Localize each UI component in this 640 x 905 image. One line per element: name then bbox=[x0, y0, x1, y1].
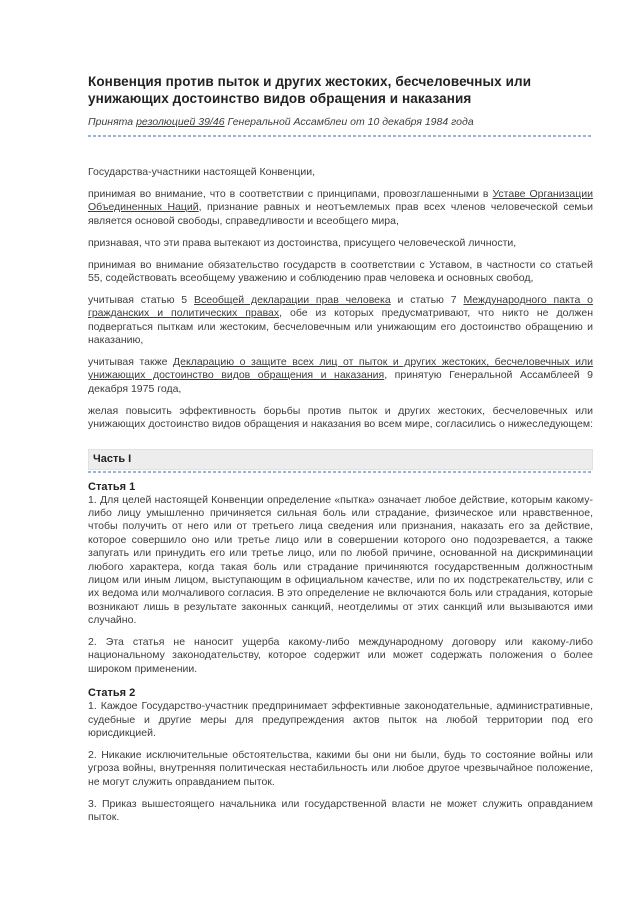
text-run: , принятую Генеральной Ассамблеей 9 декабря 1975 года, bbox=[88, 369, 593, 395]
text-run: желая повысить эффективность борьбы против пыток и других жестоких, бесчеловечных или унижающих достоинство видов обращения и наказания во всем мире, согласились о нижеследующем: bbox=[88, 404, 593, 431]
doc-link[interactable]: резолюцией 39/46 bbox=[136, 116, 225, 128]
document-title: Конвенция против пыток и других жестоких, бесчеловечных или унижающих достоинство видов обращения и наказания bbox=[88, 74, 532, 106]
text-run: Генеральной Ассамблеи от 10 декабря 1984 года bbox=[224, 116, 474, 128]
paragraph bbox=[88, 294, 593, 348]
text-run: 2. Никакие исключительные обстоятельства, какими бы они ни были, будь то состояние войны или угроза войны, внутренняя политическая нестабильность или любое другое чрезвычайное положение, не могут служить оправданием пыток. bbox=[88, 749, 593, 788]
doc-link[interactable]: Уставе Организации Объединенных Наций bbox=[88, 187, 593, 214]
separator-line-top bbox=[88, 135, 593, 137]
text-run: 2. Эта статья не наносит ущерба какому-либо международному договору или какому-либо национальному законодательству, которое содержит или может содержать положения о более широком применении. bbox=[88, 636, 593, 675]
article-1-heading: Статья 1 bbox=[88, 480, 136, 493]
doc-link[interactable]: Всеобщей декларации прав человека bbox=[193, 293, 391, 306]
text-run: 3. Приказ вышестоящего начальника или государственной власти не может служить оправданием пыток. bbox=[88, 797, 593, 824]
text-run: , обе из которых предусматривают, что никто не должен подвергаться пыткам или жестоким, бесчеловечным или унижающим его достоинство обращению и наказанию, bbox=[88, 307, 593, 347]
article-2-heading: Статья 2 bbox=[88, 687, 136, 700]
paragraph bbox=[88, 749, 593, 789]
paragraph bbox=[88, 237, 593, 250]
text-run: принимая во внимание обязательство государств в соответствии с Уставом, в частности со статьей 55, содействовать всеобщему уважению и соблюдению прав человека и основных свобод, bbox=[88, 258, 593, 284]
article-2 bbox=[88, 686, 593, 824]
text-run: , признание равных и неотъемлемых прав всех членов человеческой семьи является основой свободы, справедливости и всеобщего мира, bbox=[88, 201, 593, 227]
text-run: Государства-участники настоящей Конвенции, bbox=[88, 166, 316, 178]
paragraph bbox=[88, 494, 593, 628]
paragraph bbox=[88, 166, 593, 179]
articles bbox=[88, 480, 593, 825]
doc-link[interactable]: Международного пакта о гражданских и политических правах bbox=[88, 293, 593, 320]
paragraph bbox=[88, 700, 593, 740]
text-run: и статью 7 bbox=[390, 293, 464, 306]
text-run: учитывая также bbox=[88, 355, 174, 368]
text-run: Принята bbox=[88, 116, 137, 128]
text-run: принимая во внимание, что в соответствии с принципами, провозглашенными в bbox=[88, 187, 493, 200]
text-run: 1. Каждое Государство-участник предпринимает эффективные законодательные, административные, судебные и другие меры для предупреждения актов пыток на любой территории под его юрисдикцией. bbox=[88, 700, 593, 740]
text-run: учитывая статью 5 bbox=[88, 293, 194, 306]
article-1 bbox=[88, 480, 593, 677]
document-subtitle bbox=[88, 116, 593, 129]
separator-line-part bbox=[88, 471, 593, 473]
paragraph bbox=[88, 259, 593, 286]
text-run: 1. Для целей настоящей Конвенции определение «пытка» означает любое действие, которым какому-либо лицу умышленно причиняется сильная боль или страдание, физическое или нравственное, чтобы получить от него или от третьего лица сведения или признания, наказать его за действие, которое совершило оно или третье лицо или в совершении которого оно подозревается, а также запугать или принудить его или третье лицо, или по любой причине, основанной на дискриминации любого характера, когда такая боль или страдание причиняются государственным должностным лицом или иным лицом, выступающим в официальном качестве, или по их подстрекательству, или с их ведома или молчаливого согласия. В это определение не включаются боль или страдания, которые возникают лишь в результате законных санкций, неотделимы от этих санкций или вызываются ими случайно. bbox=[88, 493, 593, 627]
text-run: признавая, что эти права вытекают из достоинства, присущего человеческой личности, bbox=[88, 236, 517, 249]
paragraph bbox=[88, 188, 593, 228]
article-1-body bbox=[88, 494, 593, 677]
article-2-body bbox=[88, 700, 593, 824]
paragraph bbox=[88, 405, 593, 432]
doc-link[interactable]: Декларацию о защите всех лиц от пыток и других жестоких, бесчеловечных или унижающих достоинство видов обращения и наказания bbox=[88, 355, 594, 382]
preamble bbox=[88, 166, 593, 432]
part-1-heading: Часть I bbox=[88, 449, 593, 470]
paragraph bbox=[88, 798, 593, 825]
paragraph bbox=[88, 356, 593, 396]
paragraph bbox=[88, 636, 593, 676]
